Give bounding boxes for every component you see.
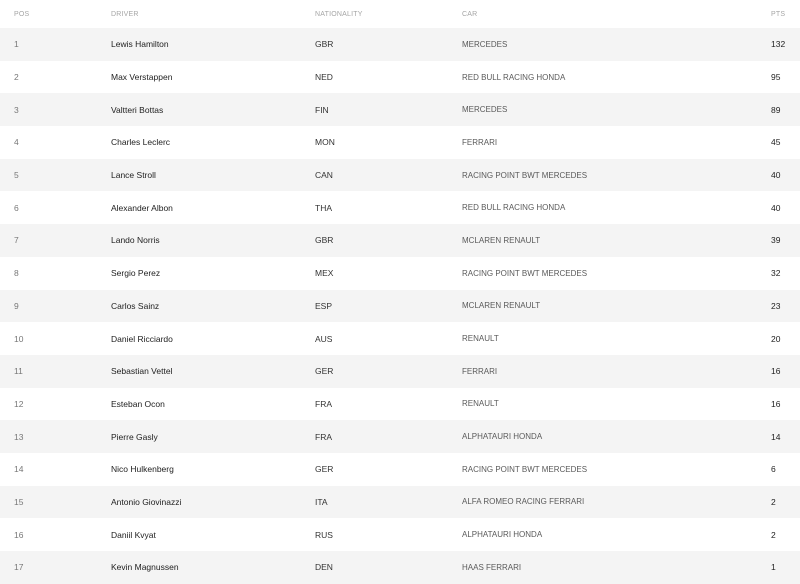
points-cell: 14	[771, 420, 800, 453]
points-cell: 6	[771, 453, 800, 486]
points-cell: 23	[771, 290, 800, 323]
car-cell[interactable]: MERCEDES	[462, 28, 771, 61]
points-cell: 40	[771, 191, 800, 224]
pos-cell: 7	[0, 224, 111, 257]
car-cell[interactable]: ALFA ROMEO RACING FERRARI	[462, 486, 771, 519]
column-header-car[interactable]: CAR	[462, 0, 771, 28]
driver-name[interactable]: Pierre Gasly	[111, 420, 315, 453]
car-cell[interactable]: FERRARI	[462, 355, 771, 388]
car-cell[interactable]: MCLAREN RENAULT	[462, 290, 771, 323]
pos-cell: 6	[0, 191, 111, 224]
pos-cell: 8	[0, 257, 111, 290]
column-header-pts[interactable]: PTS	[771, 0, 800, 28]
car-cell[interactable]: ALPHATAURI HONDA	[462, 420, 771, 453]
points-cell: 20	[771, 322, 800, 355]
driver-name[interactable]: Carlos Sainz	[111, 290, 315, 323]
nationality-cell: FIN	[315, 93, 462, 126]
nationality-cell: ITA	[315, 486, 462, 519]
pos-cell: 17	[0, 551, 111, 584]
table-row[interactable]	[0, 290, 800, 323]
table-row[interactable]	[0, 388, 800, 421]
pos-cell: 14	[0, 453, 111, 486]
pos-cell: 1	[0, 28, 111, 61]
column-header-driver[interactable]: DRIVER	[111, 0, 315, 28]
driver-name[interactable]: Kevin Magnussen	[111, 551, 315, 584]
table-row[interactable]	[0, 61, 800, 94]
car-cell[interactable]: RACING POINT BWT MERCEDES	[462, 453, 771, 486]
table-row[interactable]	[0, 191, 800, 224]
points-cell: 39	[771, 224, 800, 257]
table-row[interactable]	[0, 420, 800, 453]
points-cell: 132	[771, 28, 800, 61]
driver-name[interactable]: Sergio Perez	[111, 257, 315, 290]
points-cell: 89	[771, 93, 800, 126]
driver-name[interactable]: Lewis Hamilton	[111, 28, 315, 61]
nationality-cell: AUS	[315, 322, 462, 355]
table-header	[0, 0, 800, 28]
points-cell: 1	[771, 551, 800, 584]
pos-cell: 2	[0, 61, 111, 94]
pos-cell: 5	[0, 159, 111, 192]
pos-cell: 11	[0, 355, 111, 388]
nationality-cell: CAN	[315, 159, 462, 192]
points-cell: 16	[771, 388, 800, 421]
pos-cell: 16	[0, 518, 111, 551]
table-row[interactable]	[0, 28, 800, 61]
nationality-cell: GER	[315, 355, 462, 388]
points-cell: 16	[771, 355, 800, 388]
driver-name[interactable]: Antonio Giovinazzi	[111, 486, 315, 519]
driver-name[interactable]: Lando Norris	[111, 224, 315, 257]
table-row[interactable]	[0, 126, 800, 159]
driver-name[interactable]: Daniil Kvyat	[111, 518, 315, 551]
nationality-cell: FRA	[315, 388, 462, 421]
table-row[interactable]	[0, 322, 800, 355]
driver-name[interactable]: Daniel Ricciardo	[111, 322, 315, 355]
pos-cell: 12	[0, 388, 111, 421]
points-cell: 2	[771, 486, 800, 519]
table-row[interactable]	[0, 159, 800, 192]
driver-name[interactable]: Esteban Ocon	[111, 388, 315, 421]
nationality-cell: RUS	[315, 518, 462, 551]
car-cell[interactable]: RACING POINT BWT MERCEDES	[462, 257, 771, 290]
table-row[interactable]	[0, 551, 800, 584]
column-header-nationality[interactable]: NATIONALITY	[315, 0, 462, 28]
car-cell[interactable]: RENAULT	[462, 322, 771, 355]
table-row[interactable]	[0, 453, 800, 486]
nationality-cell: GBR	[315, 28, 462, 61]
driver-name[interactable]: Nico Hulkenberg	[111, 453, 315, 486]
driver-name[interactable]: Valtteri Bottas	[111, 93, 315, 126]
table-row[interactable]	[0, 518, 800, 551]
header-row	[0, 0, 800, 28]
nationality-cell: ESP	[315, 290, 462, 323]
pos-cell: 3	[0, 93, 111, 126]
column-header-pos[interactable]: POS	[0, 0, 111, 28]
table-row[interactable]	[0, 257, 800, 290]
nationality-cell: GER	[315, 453, 462, 486]
driver-name[interactable]: Charles Leclerc	[111, 126, 315, 159]
table-row[interactable]	[0, 486, 800, 519]
points-cell: 2	[771, 518, 800, 551]
pos-cell: 15	[0, 486, 111, 519]
car-cell[interactable]: ALPHATAURI HONDA	[462, 518, 771, 551]
car-cell[interactable]: MCLAREN RENAULT	[462, 224, 771, 257]
table-body	[0, 28, 800, 584]
car-cell[interactable]: RED BULL RACING HONDA	[462, 191, 771, 224]
pos-cell: 4	[0, 126, 111, 159]
driver-name[interactable]: Lance Stroll	[111, 159, 315, 192]
car-cell[interactable]: FERRARI	[462, 126, 771, 159]
pos-cell: 10	[0, 322, 111, 355]
driver-name[interactable]: Sebastian Vettel	[111, 355, 315, 388]
car-cell[interactable]: RED BULL RACING HONDA	[462, 61, 771, 94]
nationality-cell: DEN	[315, 551, 462, 584]
nationality-cell: FRA	[315, 420, 462, 453]
car-cell[interactable]: MERCEDES	[462, 93, 771, 126]
points-cell: 95	[771, 61, 800, 94]
points-cell: 40	[771, 159, 800, 192]
table-row[interactable]	[0, 355, 800, 388]
table-row[interactable]	[0, 224, 800, 257]
driver-name[interactable]: Max Verstappen	[111, 61, 315, 94]
pos-cell: 13	[0, 420, 111, 453]
car-cell[interactable]: RENAULT	[462, 388, 771, 421]
nationality-cell: GBR	[315, 224, 462, 257]
nationality-cell: NED	[315, 61, 462, 94]
nationality-cell: THA	[315, 191, 462, 224]
points-cell: 32	[771, 257, 800, 290]
table-row[interactable]	[0, 93, 800, 126]
car-cell[interactable]: RACING POINT BWT MERCEDES	[462, 159, 771, 192]
car-cell[interactable]: HAAS FERRARI	[462, 551, 771, 584]
pos-cell: 9	[0, 290, 111, 323]
nationality-cell: MON	[315, 126, 462, 159]
points-cell: 45	[771, 126, 800, 159]
driver-name[interactable]: Alexander Albon	[111, 191, 315, 224]
nationality-cell: MEX	[315, 257, 462, 290]
